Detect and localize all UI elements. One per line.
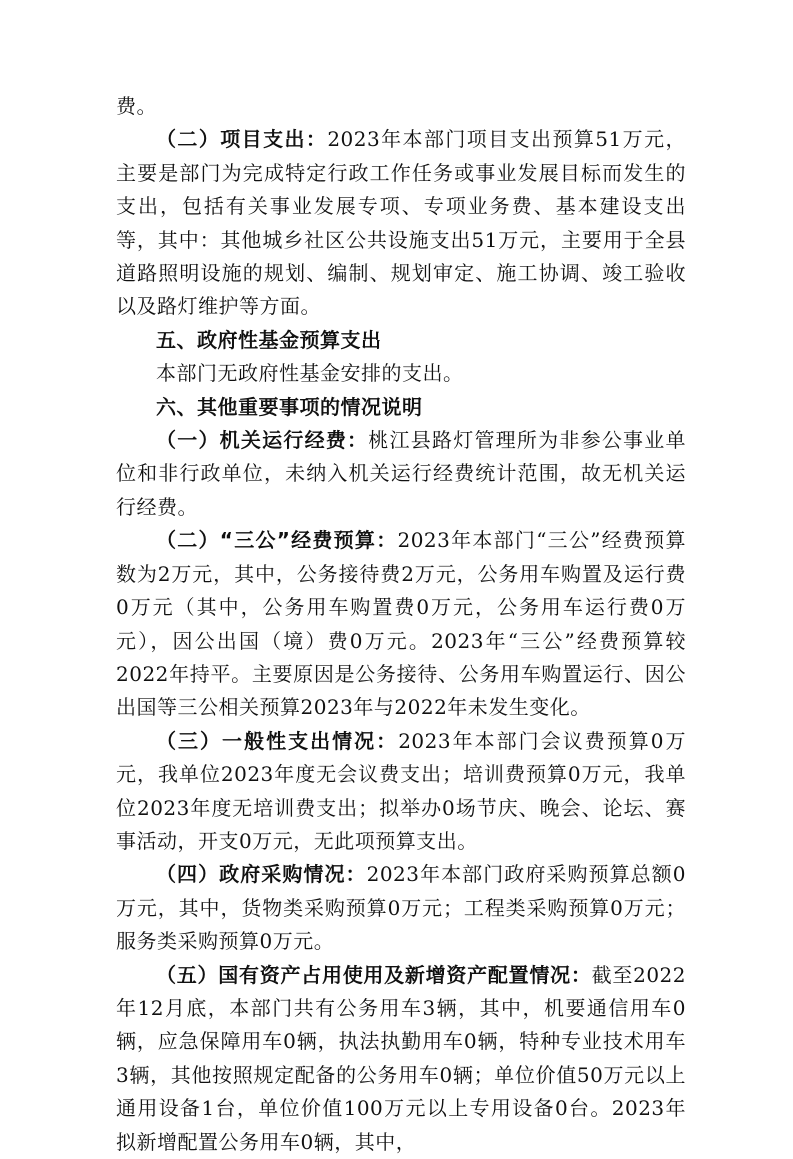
paragraph-text: 2023年本部门会议费预算0万元，我单位2023年度无会议费支出；培训费预算0万元，我单位2023年度无培训费支出；拟举办0场节庆、晚会、论坛、赛事活动，开支0万元，无此项预算支出。 — [116, 728, 686, 853]
paragraph-text: 截至2022年12月底，本部门共有公务用车3辆，其中，机要通信用车0辆，应急保障用车0辆，执法执勤用车0辆，特种专业技术用车3辆，其他按照规定配备的公务用车0辆；单位价值50万元以上通用设备1台，单位价值100万元以上专用设备0台。2023年拟新增配置公务用车0辆，其中， — [116, 962, 686, 1154]
paragraph-lead: （五）国有资产占用使用及新增资产配置情况： — [156, 962, 592, 987]
paragraph-lead: （四）政府采购情况： — [156, 862, 367, 887]
paragraph-lead: （二）“三公”经费预算： — [156, 528, 398, 553]
paragraph-text: 本部门无政府性基金安排的支出。 — [156, 361, 464, 386]
paragraph-text: 桃江县路灯管理所为非参公事业单位和非行政单位，未纳入机关运行经费统计范围，故无机关运行经费。 — [116, 428, 687, 519]
paragraph-project-expenditure — [116, 123, 686, 323]
paragraph-government-fund — [116, 357, 686, 390]
paragraph-three-public-expenses — [116, 524, 686, 724]
section-heading-5: 五、政府性基金预算支出 — [156, 327, 382, 352]
paragraph-lead: （一）机关运行经费： — [156, 428, 369, 453]
paragraph-text: 费。 — [116, 94, 157, 118]
paragraph-general-expenditure — [116, 725, 686, 859]
paragraph-text: 2023年本部门政府采购预算总额0万元，其中，货物类采购预算0万元；工程类采购预算0万元；服务类采购预算0万元。 — [116, 862, 687, 954]
paragraph-text: 2023年本部门“三公”经费预算数为2万元，其中，公务接待费2万元，公务用车购置及运行费0万元（其中，公务用车购置费0万元，公务用车运行费0万元），因公出国（境）费0万元。2023年“三公”经费预算较2022年持平。主要原因是公务接待、公务用车购置运行、因公出国等三公相关预算2023年与2022年未发生变化。 — [116, 528, 686, 720]
paragraph-continuation — [116, 90, 686, 123]
paragraph-government-procurement — [116, 858, 686, 958]
paragraph-text: 2023年本部门项目支出预算51万元，主要是部门为完成特定行政工作任务或事业发展目标而发生的支出，包括有关事业发展专项、专项业务费、基本建设支出等，其中：其他城乡社区公共设施支出51万元，主要用于全县道路照明设施的规划、编制、规划审定、施工协调、竣工验收以及路灯维护等方面。 — [116, 127, 686, 319]
document-page — [116, 90, 686, 1159]
paragraph-lead: （三）一般性支出情况： — [156, 728, 399, 753]
section-heading-6: 六、其他重要事项的情况说明 — [156, 394, 423, 419]
paragraph-lead: （二）项目支出： — [156, 127, 328, 152]
paragraph-agency-operating-cost — [116, 424, 686, 524]
paragraph-state-assets — [116, 959, 686, 1159]
